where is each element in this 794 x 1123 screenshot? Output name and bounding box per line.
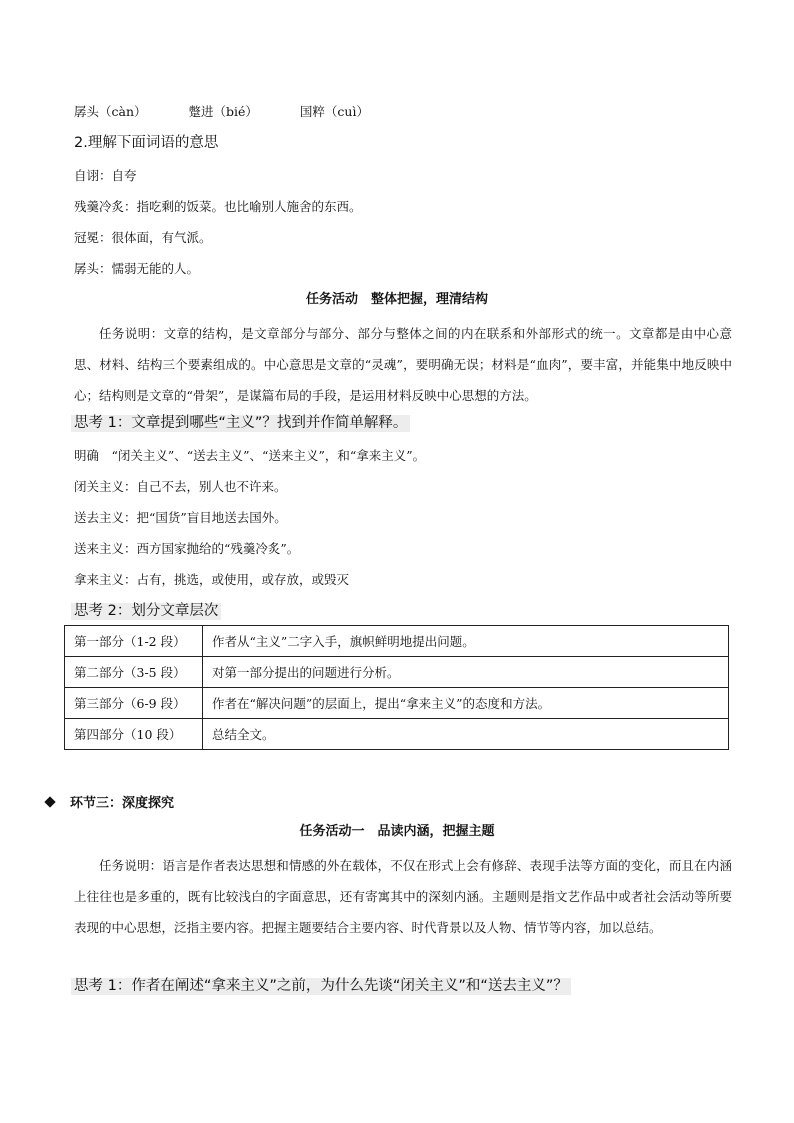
section-heading-text: 环节三：深度探究 <box>70 796 175 811</box>
pronunciation-line <box>74 104 369 119</box>
vocab-item: 冠冕：很体面，有气派。 <box>74 230 212 245</box>
think-question-3 <box>74 978 571 995</box>
section-heading <box>46 792 174 811</box>
think-question-2 <box>74 603 221 620</box>
pronunciation-item: 蹩进（bié） <box>188 104 258 119</box>
answer-line: 闭关主义：自己不去，别人也不许来。 <box>74 479 287 494</box>
table-row <box>65 719 729 750</box>
think-label: 思考 1 <box>74 978 117 994</box>
vocab-item: 自诩：自夸 <box>74 168 137 183</box>
answer-line: 拿来主义：占有，挑选，或使用，或存放，或毁灭 <box>74 572 350 587</box>
table-row <box>65 688 729 719</box>
think-label: 思考 1 <box>74 415 117 431</box>
table-cell-desc: 总结全文。 <box>203 719 729 750</box>
think-text: ：作者在阐述“拿来主义”之前，为什么先谈“闭关主义”和“送去主义”？ <box>116 978 568 994</box>
vocab-item: 残羹冷炙：指吃剩的饭菜。也比喻别人施舍的东西。 <box>74 199 362 214</box>
pronunciation-item: 孱头（càn） <box>74 104 147 119</box>
table-cell-desc: 对第一部分提出的问题进行分析。 <box>203 657 729 688</box>
activity-title: 任务活动一 品读内涵，把握主题 <box>299 824 495 839</box>
diamond-bullet-icon <box>44 796 55 807</box>
answer-line: 明确 “闭关主义”、“送去主义”、“送来主义”，和“拿来主义”。 <box>74 448 426 463</box>
pronunciation-item: 国粹（cuì） <box>299 104 369 119</box>
structure-table <box>64 625 729 750</box>
table-cell-part: 第一部分（1-2 段） <box>65 626 203 657</box>
answer-line: 送去主义：把“国货”盲目地送去国外。 <box>74 510 287 525</box>
think-question-1 <box>74 415 410 432</box>
table-cell-part: 第四部分（10 段） <box>65 719 203 750</box>
activity-description: 任务说明：语言是作者表达思想和情感的外在载体，不仅在形式上会有修辞、表现手法等方面的变化，而且在内涵上往往也是多重的，既有比较浅白的字面意思，还有寄寓其中的深刻内涵。主题则是指文艺作品中或者社会活动等所要表现的中心思想，泛指主要内容。把握主题要结合主要内容、时代背景以及人物、情节等内容，加以总结。 <box>74 858 732 935</box>
activity-title: 任务活动 整体把握，理清结构 <box>305 292 488 307</box>
table-cell-desc: 作者从“主义”二字入手，旗帜鲜明地提出问题。 <box>203 626 729 657</box>
think-text: ：划分文章层次 <box>116 603 219 619</box>
answer-line: 送来主义：西方国家抛给的“残羹冷炙”。 <box>74 541 300 556</box>
vocab-heading: 2.理解下面词语的意思 <box>74 135 219 151</box>
table-cell-part: 第三部分（6-9 段） <box>65 688 203 719</box>
think-label: 思考 2 <box>74 603 117 619</box>
activity-description: 任务说明：文章的结构，是文章部分与部分、部分与整体之间的内在联系和外部形式的统一。文章都是由中心意思、材料、结构三个要素组成的。中心意思是文章的“灵魂”，要明确无误；材料是“血肉”，要丰富，并能集中地反映中心；结构则是文章的“骨架”，是谋篇布局的手段，是运用材料反映中心思想的方法。 <box>74 326 732 403</box>
table-cell-desc: 作者在“解决问题”的层面上，提出“拿来主义”的态度和方法。 <box>203 688 729 719</box>
think-text: ：文章提到哪些“主义”？找到并作简单解释。 <box>116 415 408 431</box>
table-row <box>65 626 729 657</box>
table-row <box>65 657 729 688</box>
vocab-item: 孱头：懦弱无能的人。 <box>74 261 200 276</box>
table-cell-part: 第二部分（3-5 段） <box>65 657 203 688</box>
